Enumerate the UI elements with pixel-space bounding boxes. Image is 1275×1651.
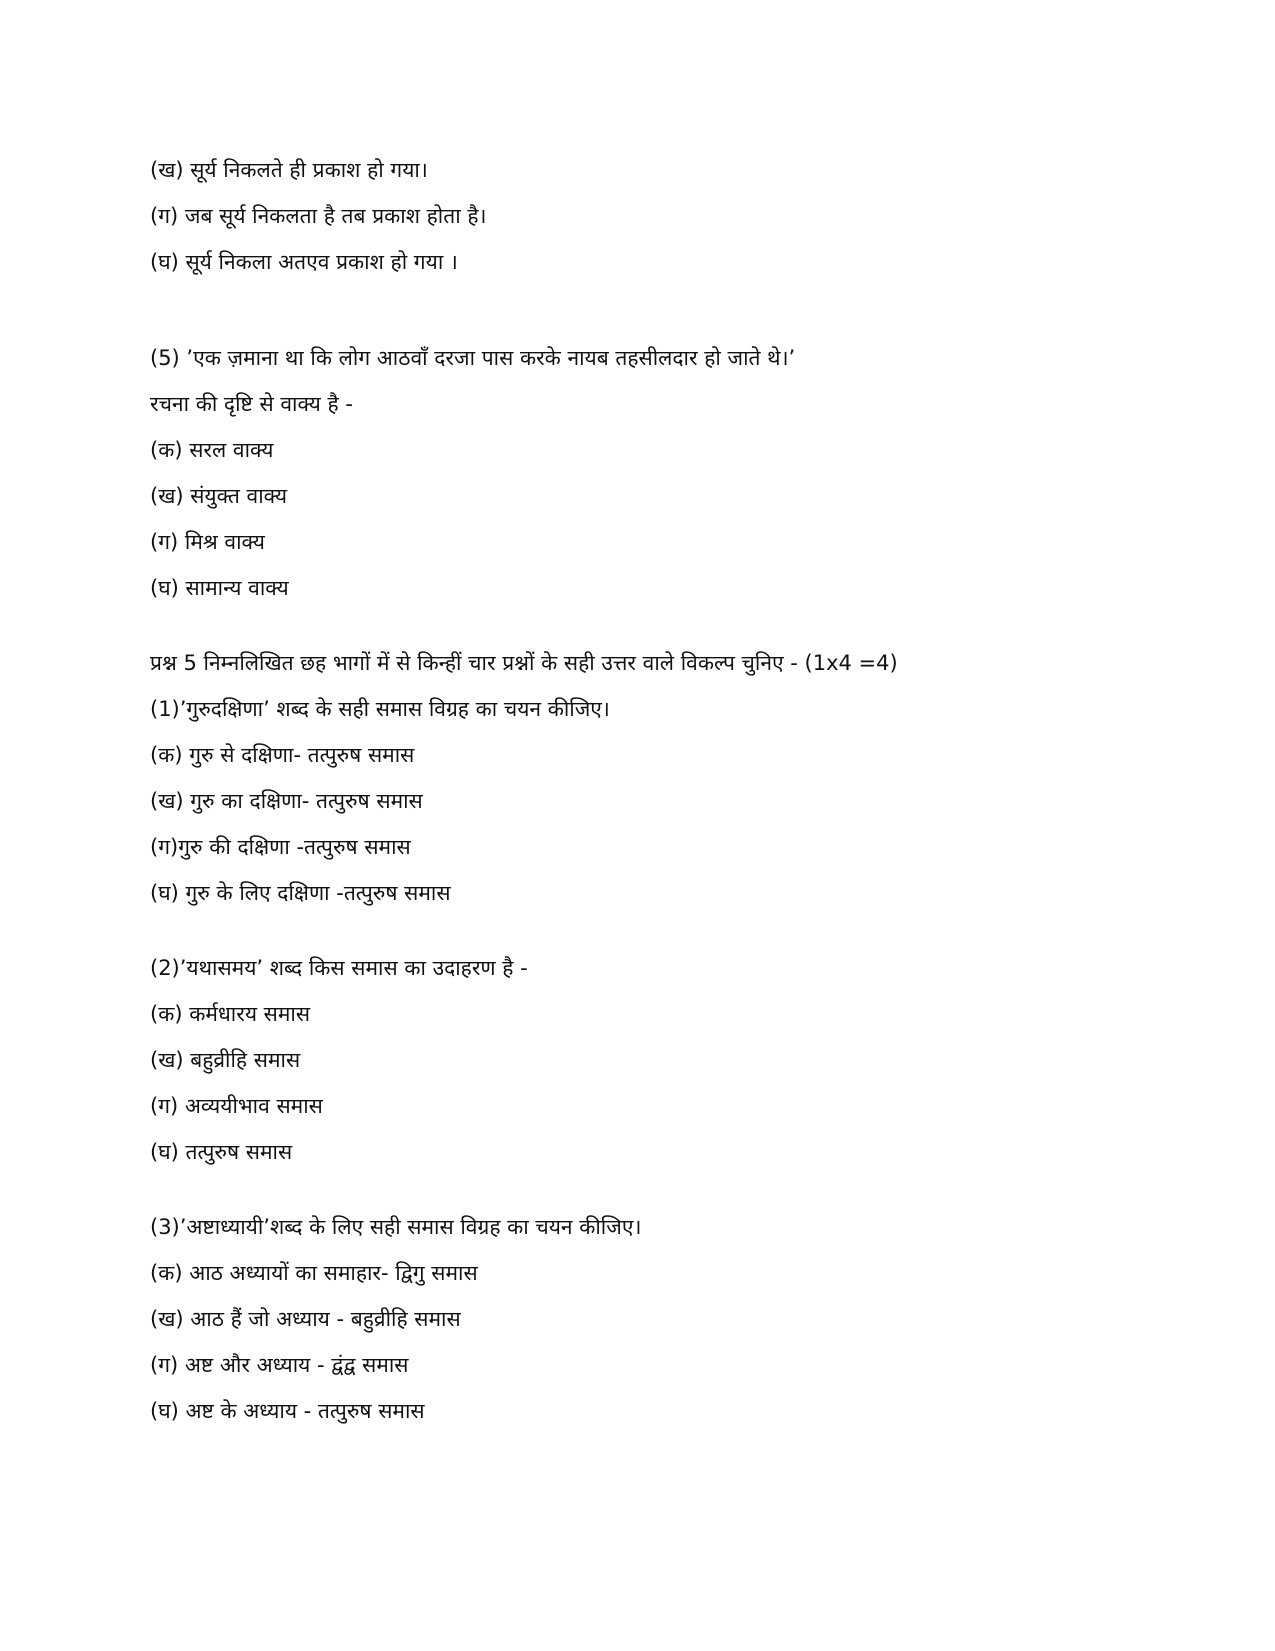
option-line: (ख) संयुक्त वाक्य (150, 484, 288, 508)
question-text: (5) ’एक ज़माना था कि लोग आठवाँ दरजा पास करके नायब तहसीलदार हो जाते थे।’ (150, 346, 796, 370)
option-line: (ग)गुरु की दक्षिणा -तत्पुरुष समास (150, 835, 411, 859)
option-line: (घ) सामान्य वाक्य (150, 576, 289, 600)
option-line: (घ) सूर्य निकला अतएव प्रकाश हो गया । (150, 250, 458, 274)
option-line: (ख) आठ हैं जो अध्याय - बहुव्रीहि समास (150, 1307, 461, 1331)
option-line: (ख) सूर्य निकलते ही प्रकाश हो गया। (150, 158, 428, 182)
question-text: (3)’अष्टाध्यायी’शब्द के लिए सही समास विग्रह का चयन कीजिए। (150, 1215, 642, 1239)
option-line: (घ) तत्पुरुष समास (150, 1140, 293, 1164)
option-line: (ग) अष्ट और अध्याय - द्वंद्व समास (150, 1353, 409, 1377)
option-line: (ग) जब सूर्य निकलता है तब प्रकाश होता है। (150, 204, 487, 228)
option-line: (घ) अष्ट के अध्याय - तत्पुरुष समास (150, 1399, 425, 1423)
option-line: (क) गुरु से दक्षिणा- तत्पुरुष समास (150, 743, 415, 767)
option-line: (क) आठ अध्यायों का समाहार- द्विगु समास (150, 1261, 478, 1285)
section-heading: प्रश्न 5 निम्नलिखित छह भागों में से किन्हीं चार प्रश्नों के सही उत्तर वाले विकल्प चुनिए - (1x4 =4) (150, 651, 898, 675)
option-line: (घ) गुरु के लिए दक्षिणा -तत्पुरुष समास (150, 881, 451, 905)
question-text: (1)’गुरुदक्षिणा’ शब्द के सही समास विग्रह का चयन कीजिए। (150, 697, 610, 721)
question-prompt: रचना की दृष्टि से वाक्य है - (150, 392, 353, 416)
option-line: (ख) गुरु का दक्षिणा- तत्पुरुष समास (150, 789, 423, 813)
question-text: (2)’यथासमय’ शब्द किस समास का उदाहरण है - (150, 956, 528, 980)
option-line: (ग) अव्ययीभाव समास (150, 1094, 323, 1118)
option-line: (क) कर्मधारय समास (150, 1002, 311, 1026)
option-line: (ग) मिश्र वाक्य (150, 530, 265, 554)
option-line: (ख) बहुव्रीहि समास (150, 1048, 301, 1072)
option-line: (क) सरल वाक्य (150, 438, 274, 462)
